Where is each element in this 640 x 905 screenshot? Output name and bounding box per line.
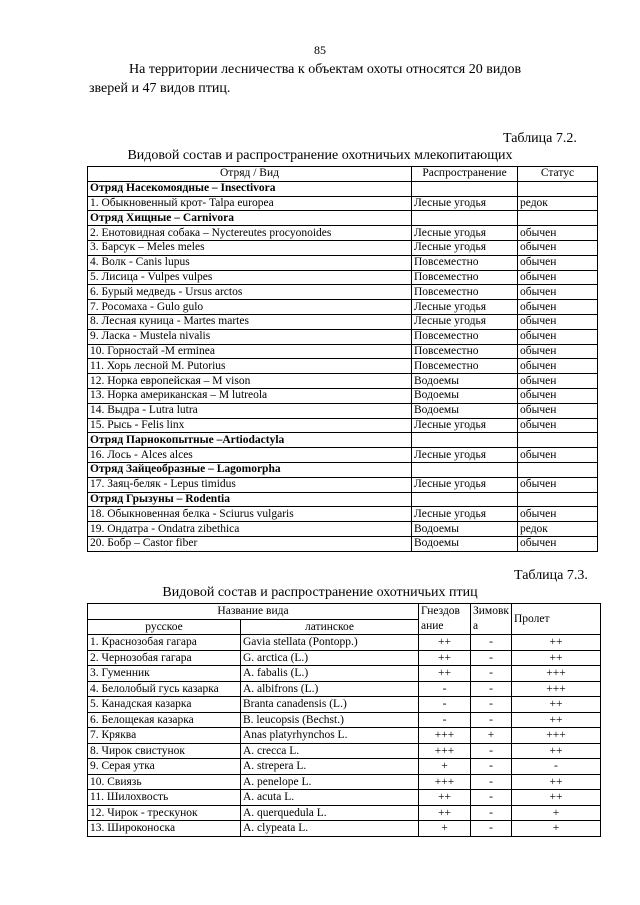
species-name-cell: 4. Волк - Canis lupus <box>88 255 412 270</box>
distribution-cell <box>412 433 518 448</box>
nesting-cell: + <box>419 821 471 837</box>
bird-row <box>88 805 601 821</box>
distribution-cell: Лесные угодья <box>412 300 518 315</box>
status-cell: обычен <box>518 285 598 300</box>
latin-name-cell: A. fabalis (L.) <box>241 666 419 682</box>
header-wintering <box>471 604 512 635</box>
species-row <box>88 314 598 329</box>
latin-name-cell: A. acuta L. <box>241 790 419 806</box>
migration-cell: +++ <box>511 728 600 744</box>
intro-line-2: зверей и 47 видов птиц. <box>89 81 231 96</box>
distribution-cell: Лесные угодья <box>412 448 518 463</box>
nesting-cell: ++ <box>419 666 471 682</box>
latin-name-cell: A. albifrons (L.) <box>241 681 419 697</box>
russian-name-cell: 10. Свиязь <box>88 774 241 790</box>
bird-row <box>88 728 601 744</box>
status-cell: обычен <box>518 329 598 344</box>
bird-row <box>88 774 601 790</box>
russian-name-cell: 9. Серая утка <box>88 759 241 775</box>
latin-name-cell: A. querquedula L. <box>241 805 419 821</box>
status-cell <box>518 433 598 448</box>
species-row <box>88 374 598 389</box>
species-name-cell: 2. Енотовидная собака – Nyctereutes procyonoides <box>88 226 412 241</box>
header-wintering-line1: Зимовк <box>473 605 509 617</box>
distribution-cell <box>412 211 518 226</box>
migration-cell: ++ <box>511 650 600 666</box>
mammals-table <box>87 166 598 552</box>
species-name-cell: 14. Выдра - Lutra lutra <box>88 403 412 418</box>
distribution-cell: Водоемы <box>412 522 518 537</box>
distribution-cell <box>412 181 518 196</box>
nesting-cell: +++ <box>419 743 471 759</box>
bird-row <box>88 666 601 682</box>
wintering-cell: - <box>471 635 512 651</box>
migration-cell: ++ <box>511 697 600 713</box>
status-cell: обычен <box>518 418 598 433</box>
status-cell: обычен <box>518 359 598 374</box>
wintering-cell: - <box>471 774 512 790</box>
wintering-cell: - <box>471 681 512 697</box>
distribution-cell: Повсеместно <box>412 359 518 374</box>
order-row <box>88 462 598 477</box>
header-nesting-line1: Гнездов <box>421 605 460 617</box>
wintering-cell: - <box>471 805 512 821</box>
russian-name-cell: 4. Белолобый гусь казарка <box>88 681 241 697</box>
species-row <box>88 388 598 403</box>
species-name-cell: Отряд Грызуны – Rodentia <box>88 492 412 507</box>
header-wintering-line2: а <box>473 620 479 632</box>
distribution-cell: Водоемы <box>412 536 518 551</box>
table1-label: Таблица 7.2. <box>503 131 577 146</box>
species-row <box>88 240 598 255</box>
species-row <box>88 477 598 492</box>
latin-name-cell: Gavia stellata (Pontopp.) <box>241 635 419 651</box>
species-row <box>88 285 598 300</box>
species-name-cell: 7. Росомаха - Gulo gulo <box>88 300 412 315</box>
wintering-cell: - <box>471 759 512 775</box>
status-cell: обычен <box>518 388 598 403</box>
status-cell: обычен <box>518 536 598 551</box>
wintering-cell: + <box>471 728 512 744</box>
migration-cell: ++ <box>511 635 600 651</box>
migration-cell: + <box>511 821 600 837</box>
nesting-cell: ++ <box>419 635 471 651</box>
migration-cell: +++ <box>511 681 600 697</box>
nesting-cell: + <box>419 759 471 775</box>
species-row <box>88 522 598 537</box>
status-cell: обычен <box>518 226 598 241</box>
species-name-cell: 20. Бобр – Castor fiber <box>88 536 412 551</box>
species-name-cell: 18. Обыкновенная белка - Sciurus vulgaris <box>88 507 412 522</box>
distribution-cell: Повсеместно <box>412 285 518 300</box>
status-cell <box>518 181 598 196</box>
migration-cell: ++ <box>511 743 600 759</box>
distribution-cell: Повсеместно <box>412 255 518 270</box>
order-row <box>88 211 598 226</box>
species-name-cell: Отряд Насекомоядные – Insectivora <box>88 181 412 196</box>
status-cell <box>518 462 598 477</box>
status-cell: обычен <box>518 314 598 329</box>
nesting-cell: ++ <box>419 650 471 666</box>
species-name-cell: 13. Норка американская – M lutreola <box>88 388 412 403</box>
status-cell <box>518 211 598 226</box>
nesting-cell: ++ <box>419 790 471 806</box>
wintering-cell: - <box>471 650 512 666</box>
russian-name-cell: 11. Шилохвость <box>88 790 241 806</box>
order-row <box>88 433 598 448</box>
species-row <box>88 418 598 433</box>
species-row <box>88 255 598 270</box>
bird-row <box>88 821 601 837</box>
nesting-cell: - <box>419 697 471 713</box>
species-name-cell: 9. Ласка - Mustela nivalis <box>88 329 412 344</box>
wintering-cell: - <box>471 712 512 728</box>
species-name-cell: 19. Ондатра - Ondatra zibethica <box>88 522 412 537</box>
migration-cell: ++ <box>511 712 600 728</box>
header-status: Статус <box>518 167 598 182</box>
order-row <box>88 492 598 507</box>
russian-name-cell: 5. Канадская казарка <box>88 697 241 713</box>
russian-name-cell: 12. Чирок - трескунок <box>88 805 241 821</box>
birds-table <box>87 603 601 837</box>
russian-name-cell: 1. Краснозобая гагара <box>88 635 241 651</box>
species-row <box>88 344 598 359</box>
header-distribution: Распространение <box>412 167 518 182</box>
header-order-species: Отряд / Вид <box>88 167 412 182</box>
table1-title: Видовой состав и распространение охотничьих млекопитающих <box>127 148 513 163</box>
table2-title: Видовой состав и распространение охотничьих птиц <box>162 585 478 600</box>
species-name-cell: 10. Горностай -M erminea <box>88 344 412 359</box>
status-cell: обычен <box>518 270 598 285</box>
latin-name-cell: A. clypeata L. <box>241 821 419 837</box>
distribution-cell: Лесные угодья <box>412 507 518 522</box>
species-row <box>88 270 598 285</box>
species-name-cell: 6. Бурый медведь - Ursus arctos <box>88 285 412 300</box>
bird-row <box>88 790 601 806</box>
latin-name-cell: A. penelope L. <box>241 774 419 790</box>
species-name-cell: Отряд Парнокопытные –Artiodactyla <box>88 433 412 448</box>
bird-row <box>88 681 601 697</box>
order-row <box>88 181 598 196</box>
status-cell: редок <box>518 522 598 537</box>
species-row <box>88 403 598 418</box>
header-latin: латинское <box>241 619 419 635</box>
nesting-cell: - <box>419 681 471 697</box>
status-cell: обычен <box>518 374 598 389</box>
distribution-cell: Повсеместно <box>412 344 518 359</box>
bird-row <box>88 635 601 651</box>
distribution-cell: Повсеместно <box>412 329 518 344</box>
status-cell: обычен <box>518 507 598 522</box>
nesting-cell: ++ <box>419 805 471 821</box>
species-name-cell: 3. Барсук – Meles meles <box>88 240 412 255</box>
species-row <box>88 359 598 374</box>
russian-name-cell: 7. Кряква <box>88 728 241 744</box>
table2-label: Таблица 7.3. <box>514 568 588 583</box>
bird-row <box>88 743 601 759</box>
latin-name-cell: A. crecca L. <box>241 743 419 759</box>
distribution-cell: Водоемы <box>412 403 518 418</box>
distribution-cell: Водоемы <box>412 374 518 389</box>
species-name-cell: 1. Обыкновенный крот- Talpa europea <box>88 196 412 211</box>
migration-cell: +++ <box>511 666 600 682</box>
distribution-cell: Лесные угодья <box>412 314 518 329</box>
russian-name-cell: 6. Белощекая казарка <box>88 712 241 728</box>
species-name-cell: 5. Лисица - Vulpes vulpes <box>88 270 412 285</box>
status-cell: редок <box>518 196 598 211</box>
header-nesting-line2: ание <box>421 620 444 632</box>
distribution-cell: Лесные угодья <box>412 240 518 255</box>
wintering-cell: - <box>471 666 512 682</box>
nesting-cell: - <box>419 712 471 728</box>
species-name-cell: Отряд Хищные – Carnivora <box>88 211 412 226</box>
header-migration: Пролет <box>511 604 600 635</box>
status-cell: обычен <box>518 403 598 418</box>
species-name-cell: 11. Хорь лесной M. Putorius <box>88 359 412 374</box>
table-header-row <box>88 604 601 620</box>
nesting-cell: +++ <box>419 774 471 790</box>
russian-name-cell: 2. Чернозобая гагара <box>88 650 241 666</box>
distribution-cell: Водоемы <box>412 388 518 403</box>
distribution-cell <box>412 492 518 507</box>
species-name-cell: 16. Лось - Alces alces <box>88 448 412 463</box>
latin-name-cell: A. strepera L. <box>241 759 419 775</box>
species-name-cell: 15. Рысь - Felis linx <box>88 418 412 433</box>
distribution-cell <box>412 462 518 477</box>
distribution-cell: Повсеместно <box>412 270 518 285</box>
russian-name-cell: 13. Широконоска <box>88 821 241 837</box>
status-cell: обычен <box>518 477 598 492</box>
status-cell: обычен <box>518 448 598 463</box>
species-name-cell: Отряд Зайцеобразные – Lagomorpha <box>88 462 412 477</box>
species-name-cell: 12. Норка европейская – M vison <box>88 374 412 389</box>
header-nesting <box>419 604 471 635</box>
intro-line-1: На территории лесничества к объектам охоты относятся 20 видов <box>129 62 522 77</box>
latin-name-cell: G. arctica (L.) <box>241 650 419 666</box>
species-row <box>88 226 598 241</box>
wintering-cell: - <box>471 821 512 837</box>
russian-name-cell: 8. Чирок свистунок <box>88 743 241 759</box>
bird-row <box>88 759 601 775</box>
header-russian: русское <box>88 619 241 635</box>
bird-row <box>88 697 601 713</box>
wintering-cell: - <box>471 697 512 713</box>
species-row <box>88 196 598 211</box>
status-cell: обычен <box>518 240 598 255</box>
species-row <box>88 300 598 315</box>
species-row <box>88 536 598 551</box>
status-cell: обычен <box>518 255 598 270</box>
migration-cell: - <box>511 759 600 775</box>
migration-cell: ++ <box>511 774 600 790</box>
species-name-cell: 8. Лесная куница - Martes martes <box>88 314 412 329</box>
status-cell <box>518 492 598 507</box>
latin-name-cell: B. leucopsis (Bechst.) <box>241 712 419 728</box>
distribution-cell: Лесные угодья <box>412 418 518 433</box>
latin-name-cell: Branta canadensis (L.) <box>241 697 419 713</box>
latin-name-cell: Anas platyrhynchos L. <box>241 728 419 744</box>
status-cell: обычен <box>518 300 598 315</box>
distribution-cell: Лесные угодья <box>412 226 518 241</box>
status-cell: обычен <box>518 344 598 359</box>
intro-paragraph <box>89 60 596 98</box>
species-row <box>88 507 598 522</box>
migration-cell: ++ <box>511 790 600 806</box>
distribution-cell: Лесные угодья <box>412 196 518 211</box>
species-name-cell: 17. Заяц-беляк - Lepus timidus <box>88 477 412 492</box>
species-row <box>88 448 598 463</box>
species-row <box>88 329 598 344</box>
migration-cell: + <box>511 805 600 821</box>
page-number: 85 <box>314 43 326 57</box>
wintering-cell: - <box>471 743 512 759</box>
header-species-name: Название вида <box>88 604 419 620</box>
table-header-row <box>88 167 598 182</box>
bird-row <box>88 650 601 666</box>
distribution-cell: Лесные угодья <box>412 477 518 492</box>
nesting-cell: +++ <box>419 728 471 744</box>
bird-row <box>88 712 601 728</box>
russian-name-cell: 3. Гуменник <box>88 666 241 682</box>
wintering-cell: - <box>471 790 512 806</box>
